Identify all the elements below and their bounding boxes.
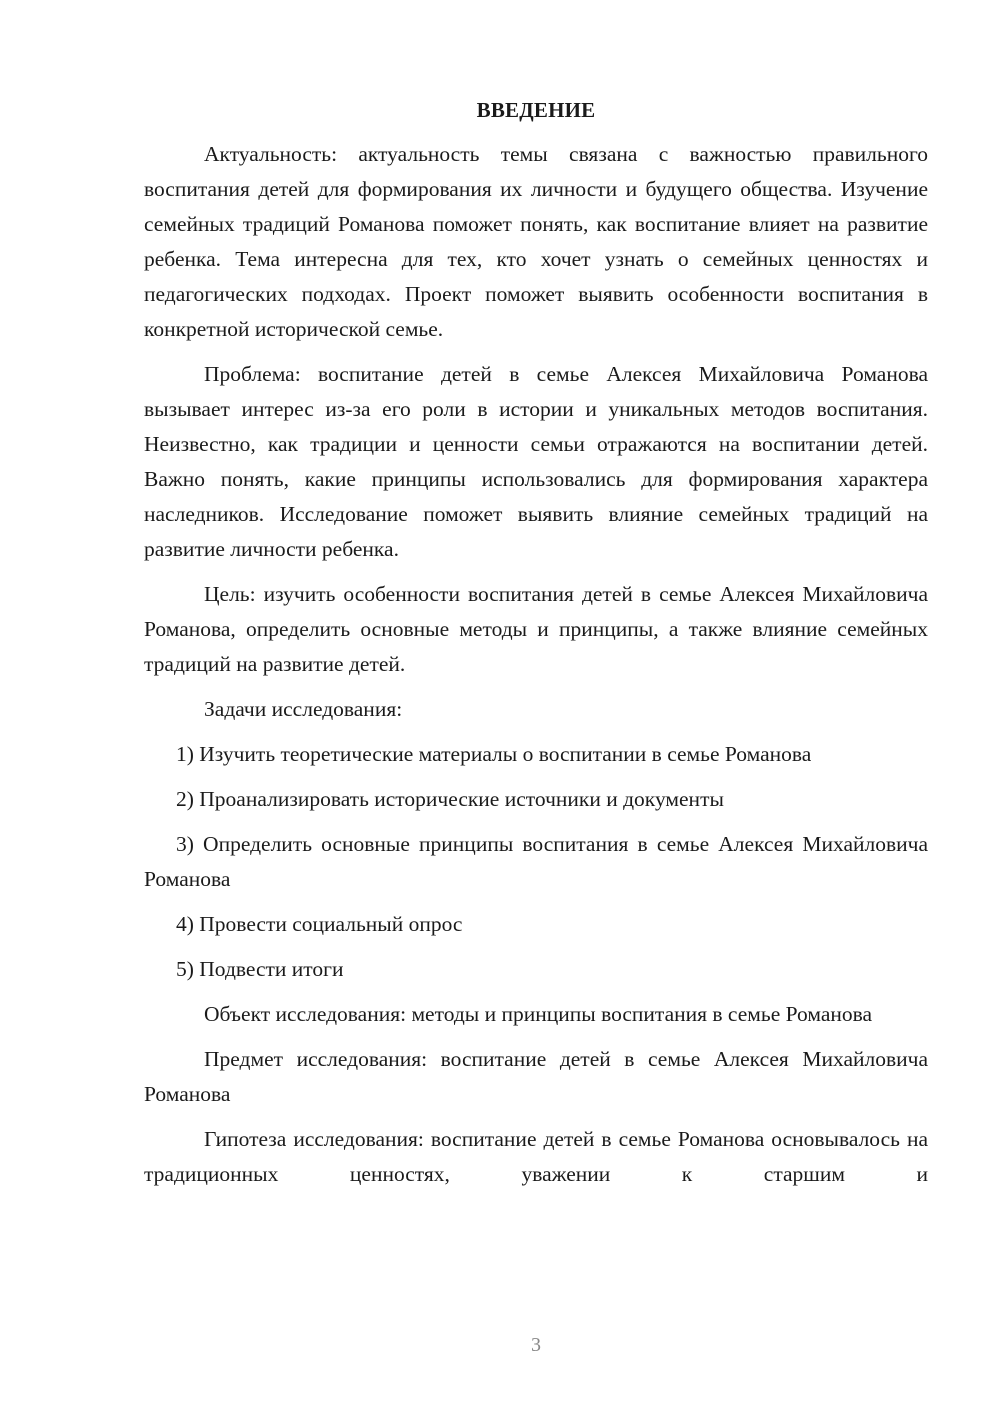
problem-paragraph: Проблема: воспитание детей в семье Алексея Михайловича Романова вызывает интерес из-за его роли в истории и уникальных методов воспитания. Неизвестно, как традиции и ценности семьи отражаются на воспитании детей. Важно понять, какие принципы использовались для формирования характера наследников. Исследование поможет выявить влияние семейных традиций на развитие личности ребенка. <box>144 362 928 561</box>
section-heading: ВВЕДЕНИЕ <box>476 98 596 122</box>
goal-paragraph: Цель: изучить особенности воспитания детей в семье Алексея Михайловича Романова, определить основные методы и принципы, а также влияние семейных традиций на развитие детей. <box>144 582 928 676</box>
task-item: 5) Подвести итоги <box>176 957 344 981</box>
task-item: 2) Проанализировать исторические источники и документы <box>176 787 724 811</box>
task-item: 3) Определить основные принципы воспитания в семье Алексея Михайловича Романова <box>144 832 928 891</box>
relevance-paragraph: Актуальность: актуальность темы связана с важностью правильного воспитания детей для формирования их личности и будущего общества. Изучение семейных традиций Романова поможет понять, как воспитание влияет на развитие ребенка. Тема интересна для тех, кто хочет узнать о семейных ценностях и педагогических подходах. Проект поможет выявить особенности воспитания в конкретной исторической семье. <box>144 142 928 341</box>
task-item: 1) Изучить теоретические материалы о воспитании в семье Романова <box>176 742 812 766</box>
hypothesis-paragraph: Гипотеза исследования: воспитание детей в семье Романова основывалось на традиционных ценностях, уважении к старшим и <box>144 1127 928 1186</box>
subject-paragraph: Предмет исследования: воспитание детей в семье Алексея Михайловича Романова <box>144 1047 928 1106</box>
task-item: 4) Провести социальный опрос <box>176 912 463 936</box>
tasks-heading: Задачи исследования: <box>204 697 403 721</box>
object-paragraph: Объект исследования: методы и принципы воспитания в семье Романова <box>204 1002 873 1026</box>
page-number: 3 <box>531 1334 541 1356</box>
